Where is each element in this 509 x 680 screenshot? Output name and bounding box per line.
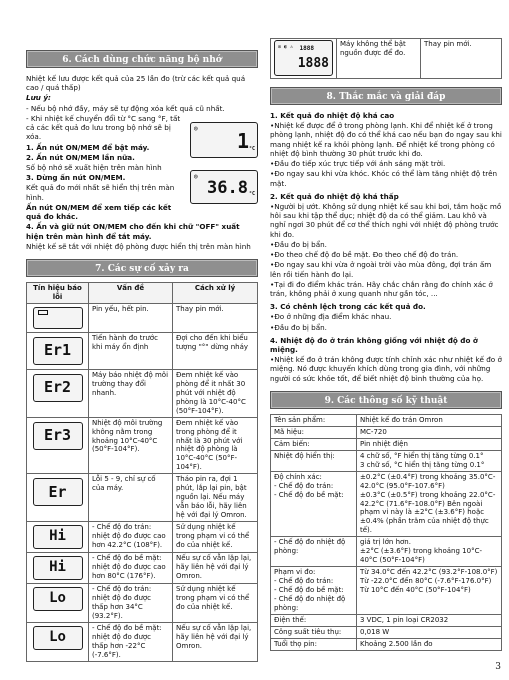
table-row <box>271 426 502 438</box>
faq-q3b: •Đầu đo bị bẩn. <box>270 322 327 332</box>
table-row <box>27 584 258 623</box>
spec-key: - Chế độ đo nhiệt độ phòng: <box>271 537 357 567</box>
table-row <box>271 471 502 537</box>
faq-q2b: •Đầu đo bị bẩn. <box>270 239 327 249</box>
top-row-fix: Thay pin mới. <box>421 39 502 79</box>
spec-key: Công suất tiêu thụ: <box>271 626 357 638</box>
table-row <box>27 553 258 584</box>
battery-icon <box>38 310 48 315</box>
memory-lcd-1: ◎ 1 °C <box>190 122 258 158</box>
right-column <box>270 0 502 651</box>
error-code-lcd: Lo <box>33 587 83 611</box>
faq-q1c: •Đo ngay sau khi vừa khóc. Khóc có thể làm tăng nhiệt độ trên mặt. <box>270 169 498 188</box>
memory-step-3c: Ấn nút ON/MEM để xem tiếp các kết quả đo khác. <box>26 202 172 222</box>
table-row <box>27 417 258 474</box>
memory-note-title: Lưu ý: <box>26 93 51 103</box>
faq-q2c: •Đo theo chế độ đo bề mặt. Đo theo chế độ đo trán. <box>270 250 459 260</box>
battery-lcd <box>33 307 83 329</box>
full-display-value: 1888 <box>297 56 329 72</box>
memory-section <box>26 74 258 251</box>
spec-value: Pin nhiệt điện <box>357 438 502 450</box>
trouble-fix: Thay pin mới. <box>173 303 258 332</box>
faq-q4: 4. Nhiệt độ đo ở trán không giống với nhiệt độ đo ở miệng. <box>270 335 478 355</box>
faq-q4a: •Nhiệt kế đo ở trán không được tính chỉnh xác như nhiệt kế đo ở miệng. Nó được khuyến khích dùng trong gia đình, với những người có sức khỏe tốt, để biết nhiệt độ bình thường của họ. <box>270 355 502 383</box>
memory-intro: Nhiệt kế lưu được kết quả của 25 lần đo (trừ các kết quả quá cao / quá thấp) <box>26 74 246 93</box>
table-row <box>27 369 258 417</box>
error-code-lcd: Er2 <box>33 374 83 402</box>
memory-lcd-2: ◎ 36.8 °C <box>190 170 258 204</box>
trouble-problem: Nhiệt độ môi trường không nằm trong khoảng 10°C-40°C (50°F-104°F). <box>89 417 173 474</box>
error-code-lcd: Hi <box>33 556 83 580</box>
spec-key: Tên sản phẩm: <box>271 414 357 426</box>
spec-value: 4 chữ số, °F hiển thị tăng từng 0.1° 3 chữ số, °C hiển thị tăng từng 0.1° <box>357 450 502 471</box>
spec-key: Điện thế: <box>271 614 357 626</box>
table-row <box>271 614 502 626</box>
table-row <box>27 474 258 522</box>
table-row <box>271 567 502 615</box>
faq-q2d: •Đo ngay sau khi vừa ở ngoài trời vào mùa đông, đợi trán ấm lên rồi tiến hành đo lại. <box>270 260 492 279</box>
memory-step-3b: Kết quả đo mới nhất sẽ hiển thị trên màn hình. <box>26 183 175 202</box>
table-row <box>27 622 258 661</box>
trouble-fix: Tháo pin ra, đợi 1 phút, lắp lại pin, bật nguồn lại. Nếu máy vẫn báo lỗi, hãy liên hệ với đại lý Omron. <box>173 474 258 522</box>
memory-note-2: - Khi nhiệt kế chuyển đổi từ °C sang °F, tất cả các kết quả đo lưu trong bộ nhớ sẽ bị xóa. <box>26 113 181 142</box>
table-row <box>27 332 258 369</box>
memory-lcd-1-value: 1 <box>236 129 249 154</box>
trouble-fix: Sử dụng nhiệt kế trong phạm vi có thể đo của nhiệt kế. <box>173 522 258 553</box>
table-row <box>27 303 258 332</box>
memory-step-3: 3. Dừng ấn nút ON/MEM. <box>26 173 126 183</box>
table-row <box>271 537 502 567</box>
memory-step-1: 1. Ấn nút ON/MEM để bật máy. <box>26 142 150 152</box>
spec-value: Từ 34.0°C đến 42.2°C (93.2°F-108.0°F) Từ -22.0°C đến 80°C (-7.6°F-176.0°F) Từ 10°C đến 40°C (50°F-104°F) <box>357 567 502 615</box>
faq-q1a: •Nhiệt kế được để ở trong phòng lạnh. Khi để nhiệt kế ở trong phòng lạnh, nhiệt độ đo có thể khá cao nếu bạn đo ngay sau khi mang nhiệt kế ra khỏi phòng lạnh. Để nhiệt kế trong phòng có nhiệt độ bình thường 30 phút trước khi đo. <box>270 121 502 158</box>
spec-value: 3 VDC, 1 pin loại CR2032 <box>357 614 502 626</box>
left-column <box>26 0 258 662</box>
table-row <box>27 522 258 553</box>
spec-key: Phạm vi đo: - Chế độ đo trán: - Chế độ đo bề mặt: - Chế độ đo nhiệt độ phòng: <box>271 567 357 615</box>
error-code-lcd: Lo <box>33 626 83 650</box>
trouble-problem: - Chế độ đo bề mặt: nhiệt độ đo được cao hơn 80°C (176°F). <box>89 553 173 584</box>
faq-q3: 3. Có chênh lệch trong các kết quả đo. <box>270 302 426 312</box>
error-code-lcd: Er1 <box>33 337 83 365</box>
spec-value: MC-720 <box>357 426 502 438</box>
troubles-col-problem: Vấn đề <box>89 282 173 303</box>
error-code-lcd: Hi <box>33 525 83 549</box>
memory-lcd-2-value: 36.8 <box>207 178 248 199</box>
trouble-fix: Nếu sự cố vẫn lặp lại, hãy liên hệ với đại lý Omron. <box>173 622 258 661</box>
faq-q2a: •Người bị ướt. Không sử dụng nhiệt kế sau khi bơi, tắm hoặc mồ hôi sau khi tập thể dục; nhiệt độ da có thể giảm. Lau khô và nghỉ ngơi 30 phút để cơ thể thích nghi với nhiệt độ phòng trước khi đo. <box>270 201 502 239</box>
trouble-problem: - Chế độ đo trán: nhiệt độ đo được thấp hơn 34°C (93.2°F). <box>89 584 173 623</box>
troubles-header-row <box>27 282 258 303</box>
faq-q3a: •Đo ở những địa điểm khác nhau. <box>270 312 392 322</box>
faq-q1: 1. Kết quả đo nhiệt độ khá cao <box>270 111 395 120</box>
spec-value: giá trị lớn hơn. ±2°C (±3.6°F) trong khoảng 10°C-40°C (50°F-104°F) <box>357 537 502 567</box>
table-row <box>271 438 502 450</box>
specs-section-title: 9. Các thông số kỹ thuật <box>270 391 502 409</box>
top-row-problem: Máy không thể bật nguồn được để đo. <box>337 39 421 79</box>
faq-section-title: 8. Thắc mắc và giải đáp <box>270 87 502 105</box>
spec-key: Nhiệt độ hiển thị: <box>271 450 357 471</box>
troubles-table <box>26 282 258 662</box>
spec-value: ±0.2°C (±0.4°F) trong khoảng 35.0°C-42.0°C (95.0°F-107.6°F) ±0.3°C (±0.5°F) trong khoảng 22.0°C-42.2°C (71.6°F-108.0°F) Bên ngoài phạm vi này là ±2°C (±3.6°F) hoặc ±0.4% (phần trăm của nhiệt độ thực tế). <box>357 471 502 537</box>
trouble-problem: - Chế độ đo bề mặt: nhiệt độ đo được thấp hơn -22°C (-7.6°F). <box>89 622 173 661</box>
troubles-col-fix: Cách xử lý <box>173 282 258 303</box>
memory-step-4b: Nhiệt kế sẽ tắt với nhiệt độ phòng được hiển thị trên màn hình <box>26 241 251 251</box>
page-number: 3 <box>495 662 501 673</box>
spec-key: Cảm biến: <box>271 438 357 450</box>
trouble-fix: Sử dụng nhiệt kế trong phạm vi có thể đo của nhiệt kế. <box>173 584 258 623</box>
trouble-fix: Đem nhiệt kế vào trong phòng để it nhất là 30 phút với nhiệt độ phòng là 10°C-40°C (50°F-104°F). <box>173 417 258 474</box>
spec-key: Mã hiệu: <box>271 426 357 438</box>
specs-table <box>270 414 502 651</box>
table-row <box>271 450 502 471</box>
table-row <box>271 638 502 650</box>
faq-q2e: •Tại đi đo điểm khác trán. Hãy chắc chắn rằng đo chính xác ở trán, không phải ở xung quanh như gần tóc, ... <box>270 279 493 298</box>
trouble-problem: Lỗi 5 - 9, chỉ sự cố của máy. <box>89 474 173 522</box>
spec-key: Độ chính xác: - Chế độ đo trán: - Chế độ đo bề mặt: <box>271 471 357 537</box>
memory-step-4: 4. Ấn và giữ nút ON/MEM cho đến khi chữ "OFF" xuất hiện trên màn hình để tắt máy. <box>26 222 240 241</box>
table-row <box>271 414 502 426</box>
memory-step-2: 2. Ấn nút ON/MEM lần nữa. <box>26 152 135 162</box>
memory-section-title: 6. Cách dùng chức năng bộ nhớ <box>26 50 258 68</box>
memory-note-1: - Nếu bộ nhớ đầy, máy sẽ tự động xóa kết quả cũ nhất. <box>26 103 225 113</box>
trouble-problem: Tiến hành đo trước khi máy ổn định <box>89 332 173 369</box>
faq-q2: 2. Kết quả đo nhiệt độ khá thấp <box>270 191 399 201</box>
trouble-fix: Đợi cho đến khi biểu tượng "°" dừng nháy <box>173 332 258 369</box>
spec-value: 0,018 W <box>357 626 502 638</box>
error-code-lcd: Er3 <box>33 422 83 450</box>
spec-value: Nhiệt kế đo trán Omron <box>357 414 502 426</box>
spec-value: Khoảng 2.500 lần đo <box>357 638 502 650</box>
trouble-problem: Pin yếu, hết pin. <box>89 303 173 332</box>
faq-section <box>270 111 502 383</box>
memory-step-2b: Số bộ nhớ sẽ xuất hiện trên màn hình <box>26 162 162 172</box>
trouble-fix: Nếu sự cố vẫn lặp lại, hãy liên hệ với đại lý Omron. <box>173 553 258 584</box>
trouble-fix: Đem nhiệt kế vào phòng để it nhất 30 phút với nhiệt độ phòng là 10°C-40°C (50°F-104°F). <box>173 369 258 417</box>
faq-q1b: •Đầu đo tiếp xúc trực tiếp với ánh sáng mặt trời. <box>270 159 446 169</box>
table-row <box>271 39 502 79</box>
troubles-section-title: 7. Các sự cố xảy ra <box>26 259 258 277</box>
spec-key: Tuổi thọ pin: <box>271 638 357 650</box>
troubles-col-code: Tín hiệu báo lỗi <box>27 282 89 303</box>
trouble-problem: - Chế độ đo trán: nhiệt độ đo được cao hơn 42.2°C (108°F). <box>89 522 173 553</box>
full-display-lcd: ◎ ◐ ⚠ 1888 1888 <box>274 40 333 76</box>
table-row <box>271 626 502 638</box>
trouble-problem: Máy báo nhiệt độ môi trường thay đổi nhanh. <box>89 369 173 417</box>
error-code-lcd: Er <box>33 478 83 506</box>
top-trouble-row <box>270 38 502 79</box>
